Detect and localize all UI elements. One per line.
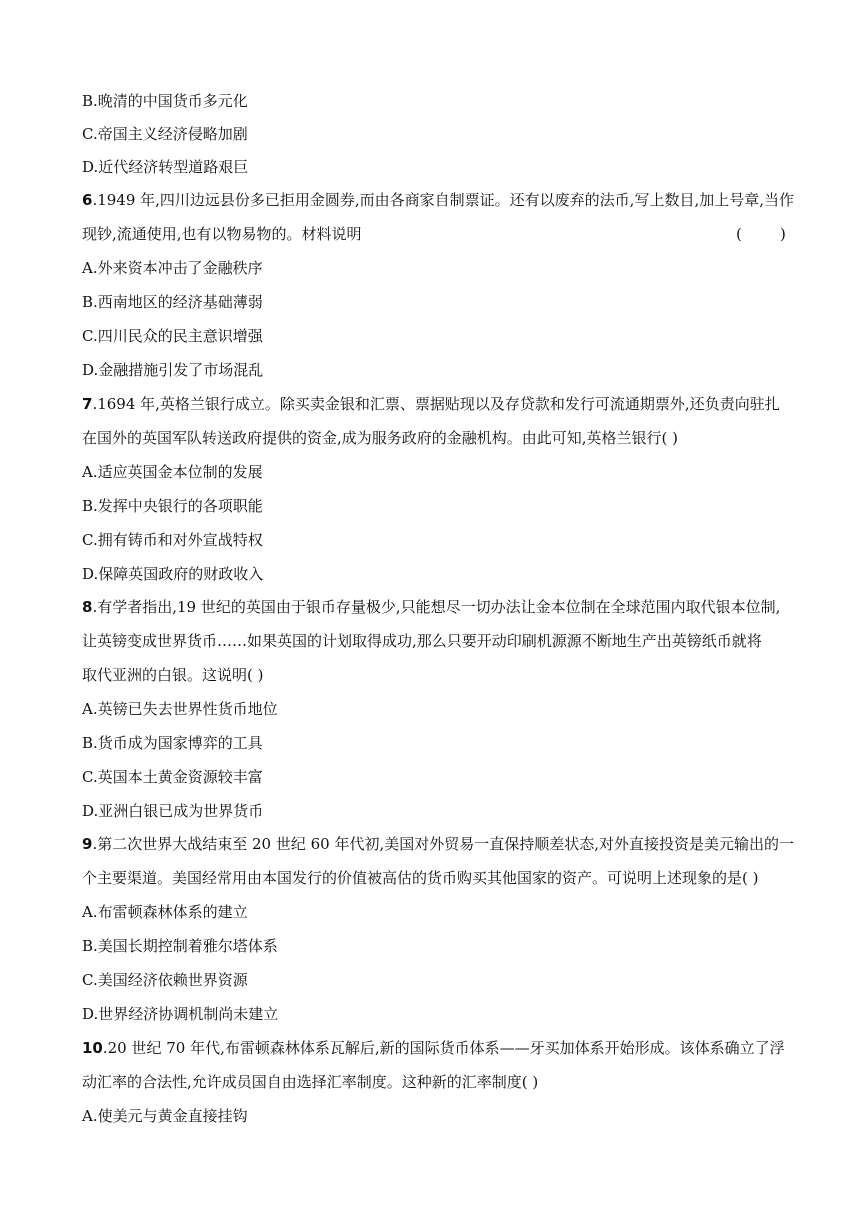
question-number: 8 (82, 598, 93, 616)
option-a: A.外来资本冲击了金融秩序 (82, 259, 263, 277)
question-number: 10 (82, 1039, 103, 1057)
question-number: 6 (82, 191, 93, 209)
question-6-stem-line-1: 6.1949 年,四川边远县份多已拒用金圆券,而由各商家自制票证。还有以废弃的法币,写上数目,加上号章,当作 (82, 191, 794, 209)
question-8-stem-line-2: 让英镑变成世界货币……如果英国的计划取得成功,那么只要开动印刷机源源不断地生产出英镑纸币就将 (82, 632, 762, 650)
option-c: C.美国经济依赖世界资源 (82, 971, 248, 989)
option-c: C.英国本土黄金资源较丰富 (82, 768, 263, 786)
option-d: D.保障英国政府的财政收入 (82, 565, 264, 583)
option-c: C.帝国主义经济侵略加剧 (82, 125, 248, 143)
question-6-stem-line-2: 现钞,流通使用,也有以物易物的。材料说明 (82, 225, 362, 243)
option-a: A.适应英国金本位制的发展 (82, 463, 263, 481)
question-number: 9 (82, 835, 93, 853)
question-7-stem-line-1: 7.1694 年,英格兰银行成立。除买卖金银和汇票、票据贴现以及存贷款和发行可流通期票外,还负责向驻扎 (82, 395, 780, 413)
option-d: D.世界经济协调机制尚未建立 (82, 1005, 279, 1023)
option-a: A.布雷顿森林体系的建立 (82, 903, 248, 921)
option-c: C.四川民众的民主意识增强 (82, 327, 263, 345)
option-d: D.金融措施引发了市场混乱 (82, 361, 264, 379)
question-9-stem-line-1: 9.第二次世界大战结束至 20 世纪 60 年代初,美国对外贸易一直保持顺差状态,对外直接投资是美元输出的一 (82, 835, 794, 853)
option-b: B.发挥中央银行的各项职能 (82, 497, 263, 515)
question-10-stem-line-2: 动汇率的合法性,允许成员国自由选择汇率制度。这种新的汇率制度( ) (82, 1073, 539, 1091)
option-a: A.英镑已失去世界性货币地位 (82, 700, 278, 718)
question-8-stem-line-3: 取代亚洲的白银。这说明( ) (82, 666, 264, 684)
option-b: B.货币成为国家博弈的工具 (82, 734, 263, 752)
question-9-stem-line-2: 个主要渠道。美国经常用由本国发行的价值被高估的货币购买其他国家的资产。可说明上述现象的是( ) (82, 869, 759, 887)
option-c: C.拥有铸币和对外宣战特权 (82, 531, 263, 549)
question-8-stem-line-1: 8.有学者指出,19 世纪的英国由于银币存量极少,只能想尽一切办法让金本位制在全球范围内取代银本位制, (82, 598, 781, 616)
option-d: D.亚洲白银已成为世界货币 (82, 802, 264, 820)
option-b: B.美国长期控制着雅尔塔体系 (82, 937, 278, 955)
option-a: A.使美元与黄金直接挂钩 (82, 1107, 248, 1125)
option-b: B.西南地区的经济基础薄弱 (82, 293, 263, 311)
answer-bracket: ( ) (736, 225, 786, 243)
question-number: 7 (82, 395, 93, 413)
option-b: B.晚清的中国货币多元化 (82, 92, 248, 110)
question-7-stem-line-2: 在国外的英国军队转送政府提供的资金,成为服务政府的金融机构。由此可知,英格兰银行( ) (82, 429, 679, 447)
question-10-stem-line-1: 10.20 世纪 70 年代,布雷顿森林体系瓦解后,新的国际货币体系——牙买加体系开始形成。该体系确立了浮 (82, 1039, 785, 1057)
option-d: D.近代经济转型道路艰巨 (82, 158, 249, 176)
